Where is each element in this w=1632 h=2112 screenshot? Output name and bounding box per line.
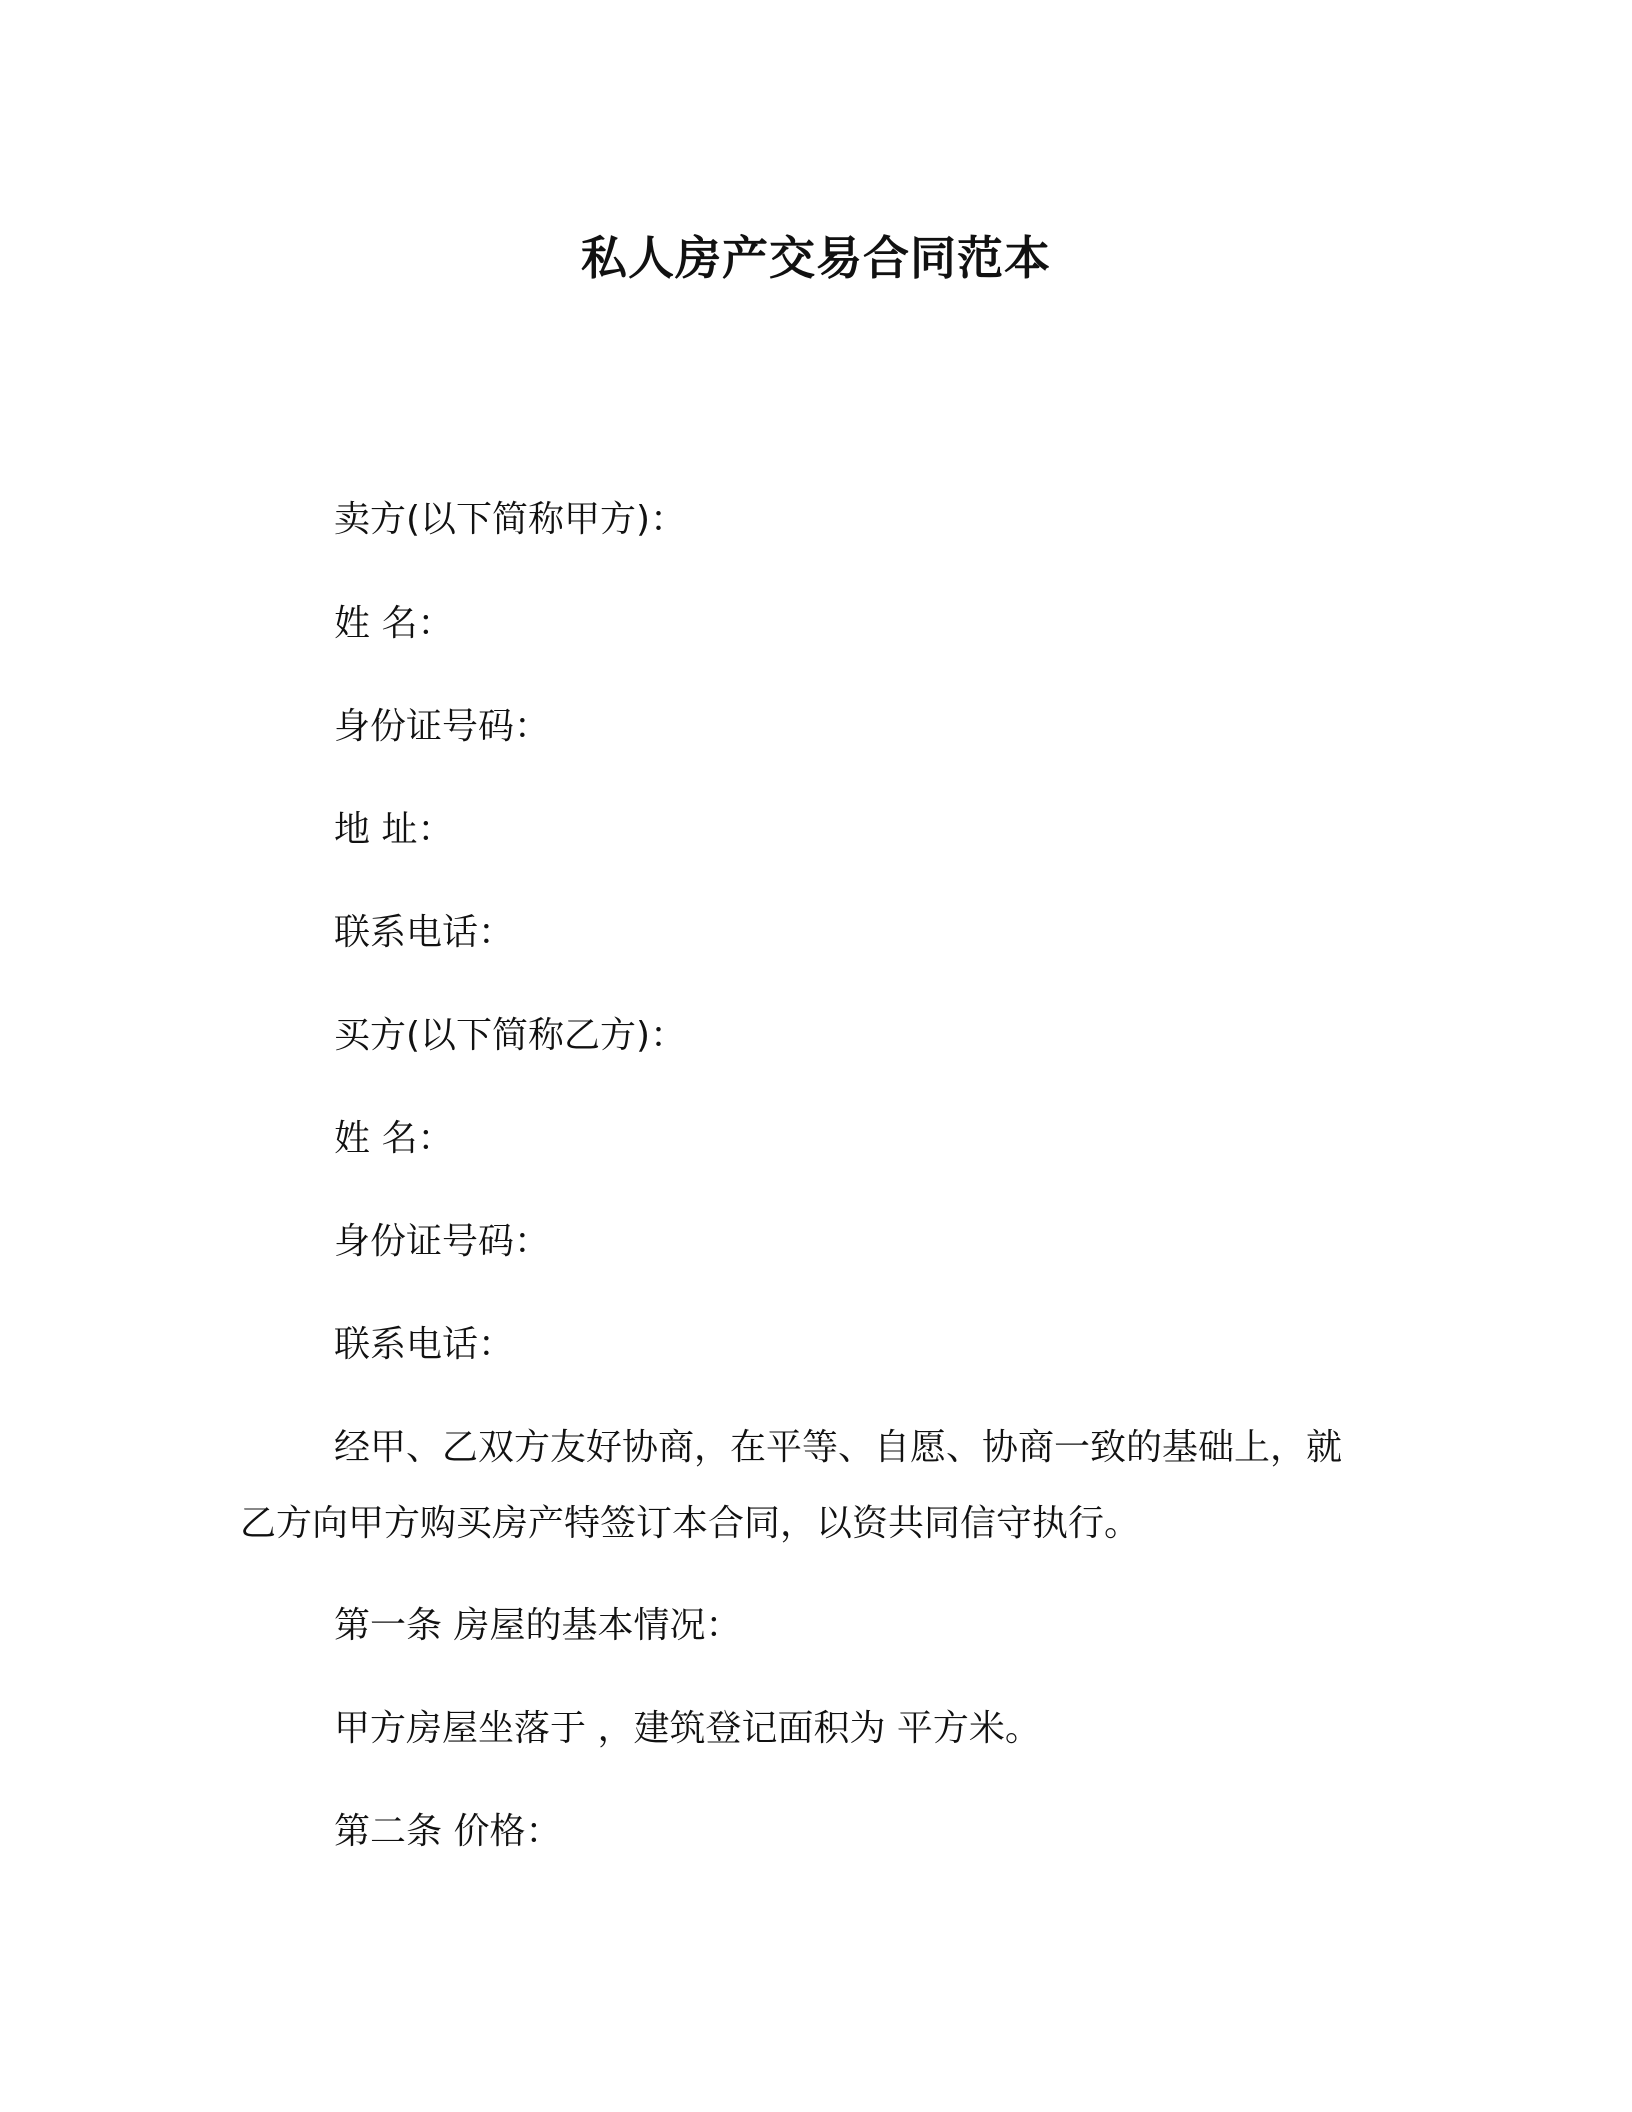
buyer-id-label: 身份证号码： — [334, 1221, 551, 1262]
intro-paragraph-line-2: 乙方向甲方购买房产特签订本合同，以资共同信守执行。 — [240, 1503, 1141, 1544]
intro-paragraph-line-1: 经甲、乙双方友好协商，在平等、自愿、协商一致的基础上，就 — [334, 1427, 1343, 1468]
buyer-heading: 买方(以下简称乙方)： — [334, 1015, 687, 1056]
seller-name-label: 姓 名： — [334, 603, 454, 644]
seller-heading: 卖方(以下简称甲方)： — [334, 499, 687, 540]
document-title: 私人房产交易合同范本 — [581, 231, 1051, 285]
buyer-name-label: 姓 名： — [334, 1118, 454, 1159]
article-1-heading: 第一条 房屋的基本情况： — [334, 1605, 742, 1646]
seller-phone-label: 联系电话： — [334, 912, 515, 953]
seller-id-label: 身份证号码： — [334, 706, 551, 747]
buyer-phone-label: 联系电话： — [334, 1324, 515, 1365]
article-2-heading: 第二条 价格： — [334, 1811, 562, 1852]
seller-address-label: 地 址： — [334, 809, 454, 850]
article-1-text: 甲方房屋坐落于 ，建筑登记面积为 平方米。 — [334, 1708, 1041, 1749]
